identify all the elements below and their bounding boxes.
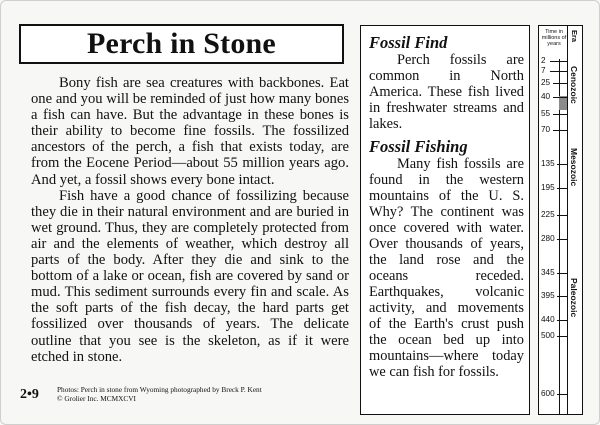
tick-mark — [553, 97, 567, 98]
timescale-divider — [567, 26, 568, 414]
tick-label: 7 — [541, 66, 546, 75]
card-number: 2•9 — [20, 387, 39, 402]
tick-label: 25 — [541, 78, 551, 87]
tick-mark — [557, 394, 567, 395]
tick-label: 55 — [541, 109, 551, 118]
tick-mark — [553, 130, 567, 131]
tick-mark — [557, 273, 567, 274]
tick-mark — [553, 114, 567, 115]
timescale-header: Time in millions of years — [541, 29, 567, 47]
tick-label: 600 — [541, 389, 555, 398]
tick-mark — [557, 188, 567, 189]
era-mesozoic: Mesozoic — [569, 148, 579, 187]
era-cenozoic: Cenozoic — [569, 66, 579, 104]
page-title: Perch in Stone — [87, 27, 276, 60]
tick-label: 135 — [541, 159, 555, 168]
title-box — [19, 24, 344, 64]
fossil-fishing-text: Many fish fossils are found in the western mountains of the U. S. Why? The continent was once covered with water. Over thousands of years, the land rose and the oceans receded. Earthquakes, volcanic activity, and movements of the Earth's crust push the ocean bed up into mountains—where today we can fish for fossils. — [369, 156, 524, 380]
sidebar-box — [360, 25, 530, 415]
tick-label: 195 — [541, 183, 555, 192]
tick-mark — [557, 215, 567, 216]
era-header: Era — [570, 30, 579, 43]
highlight-band — [559, 96, 567, 110]
tick-mark — [550, 61, 567, 62]
timescale-axis — [559, 59, 560, 414]
tick-label: 70 — [541, 125, 551, 134]
credit-line-copyright: © Grolier Inc. MCMXCVI — [57, 394, 136, 403]
tick-mark — [557, 336, 567, 337]
main-article — [31, 75, 349, 365]
tick-mark — [557, 320, 567, 321]
tick-label: 440 — [541, 315, 555, 324]
tick-label: 500 — [541, 331, 555, 340]
fossil-fishing-heading: Fossil Fishing — [369, 137, 468, 156]
tick-mark — [557, 296, 567, 297]
paragraph-1: Bony fish are sea creatures with backbones. Eat one and you will be reminded of just how many bones a fish can have. But the advantage in these bones is their ability to become fine fossils. The fossilized ancestors of the perch, a fish that exists today, are from the Eocene Period—about 55 million years ago. And yet, a fossil shows every bone intact. — [31, 75, 349, 188]
fossil-find-heading: Fossil Find — [369, 33, 448, 52]
tick-mark — [557, 239, 567, 240]
tick-label: 395 — [541, 291, 555, 300]
tick-mark — [550, 71, 567, 72]
tick-mark — [557, 164, 567, 165]
geologic-timescale — [538, 25, 583, 415]
tick-label: 345 — [541, 268, 555, 277]
tick-label: 2 — [541, 56, 546, 65]
paragraph-2: Fish have a good chance of fossilizing because they die in their natural environment and are buried in wet ground. Thus, they are completely protected from air and the elements of weather, which destroy all parts of the body. After they die and sink to the bottom of a lake or ocean, fish are covered by sand or mud. This sediment surrounds every fin and scale. As the soft parts of the fish decay, the hard parts get fossilized over thousands of years. The delicate outline that you see is the skeleton, as if it were etched in stone. — [31, 187, 349, 365]
credit-line-photos: Photos: Perch in stone from Wyoming photographed by Breck P. Kent — [57, 385, 262, 394]
tick-mark — [553, 83, 567, 84]
tick-label: 225 — [541, 210, 555, 219]
fossil-find-text: Perch fossils are common in North America. These fish lived in freshwater streams and lakes. — [369, 52, 524, 132]
tick-label: 40 — [541, 92, 551, 101]
era-paleozoic: Paleozoic — [569, 278, 579, 318]
photo-credits — [57, 385, 262, 403]
tick-label: 280 — [541, 234, 555, 243]
